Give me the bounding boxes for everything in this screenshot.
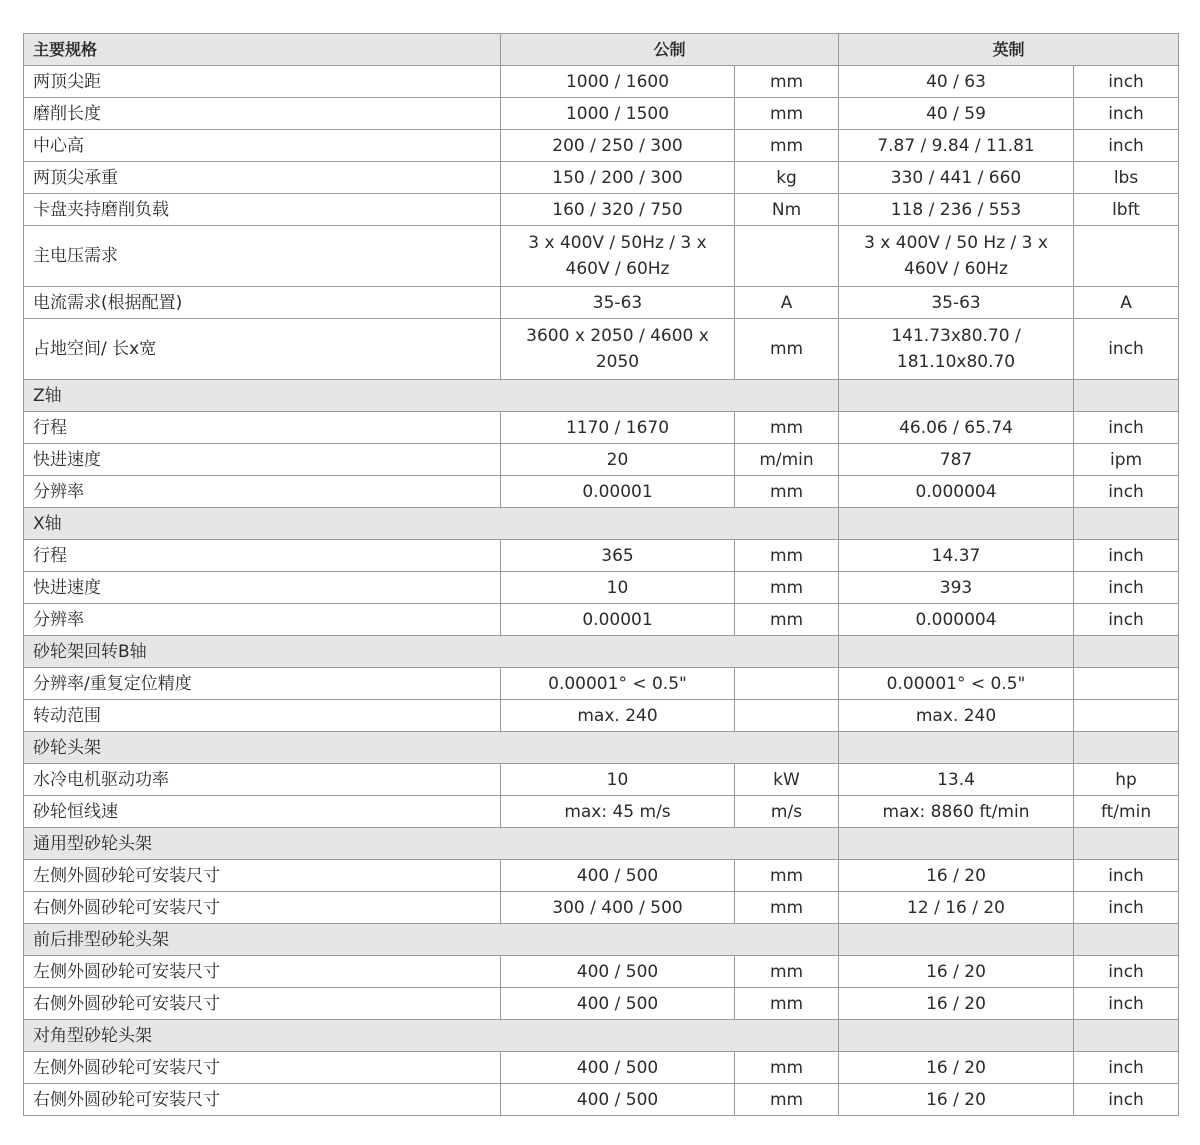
metric-unit: mm [735, 540, 839, 572]
section-spacer [839, 380, 1074, 412]
metric-unit: mm [735, 130, 839, 162]
spec-row [24, 1052, 1179, 1084]
metric-value: 1000 / 1600 [501, 66, 735, 98]
spec-row [24, 860, 1179, 892]
spec-row [24, 956, 1179, 988]
spec-label: 行程 [24, 412, 501, 444]
metric-value: 160 / 320 / 750 [501, 194, 735, 226]
metric-unit: mm [735, 572, 839, 604]
metric-unit: kW [735, 764, 839, 796]
spec-row [24, 66, 1179, 98]
spec-row [24, 572, 1179, 604]
spec-row [24, 194, 1179, 226]
spec-label: 两顶尖距 [24, 66, 501, 98]
metric-unit: kg [735, 162, 839, 194]
metric-unit: mm [735, 988, 839, 1020]
metric-value: 0.00001 [501, 604, 735, 636]
imperial-value: 0.00001° < 0.5" [839, 668, 1074, 700]
imperial-value: 12 / 16 / 20 [839, 892, 1074, 924]
metric-value: 400 / 500 [501, 988, 735, 1020]
metric-value: 1000 / 1500 [501, 98, 735, 130]
metric-value: 3 x 400V / 50Hz / 3 x 460V / 60Hz [501, 226, 735, 287]
imperial-unit: inch [1074, 540, 1179, 572]
metric-unit: m/min [735, 444, 839, 476]
metric-value: 200 / 250 / 300 [501, 130, 735, 162]
spec-table-body [24, 66, 1179, 1116]
imperial-unit: ft/min [1074, 796, 1179, 828]
spec-label: 分辨率 [24, 604, 501, 636]
imperial-unit: inch [1074, 412, 1179, 444]
imperial-unit: A [1074, 287, 1179, 319]
metric-value: 0.00001° < 0.5" [501, 668, 735, 700]
metric-unit: mm [735, 98, 839, 130]
spec-label: 中心高 [24, 130, 501, 162]
imperial-unit: inch [1074, 1084, 1179, 1116]
imperial-unit: ipm [1074, 444, 1179, 476]
spec-label: 右侧外圆砂轮可安装尺寸 [24, 892, 501, 924]
section-spacer [1074, 1020, 1179, 1052]
section-title: 砂轮头架 [24, 732, 839, 764]
imperial-value: max: 8860 ft/min [839, 796, 1074, 828]
imperial-value: 0.000004 [839, 604, 1074, 636]
section-title: X轴 [24, 508, 839, 540]
metric-unit: mm [735, 604, 839, 636]
spec-label: 左侧外圆砂轮可安装尺寸 [24, 956, 501, 988]
imperial-unit: inch [1074, 572, 1179, 604]
section-spacer [1074, 636, 1179, 668]
imperial-value: 40 / 59 [839, 98, 1074, 130]
spec-label: 快进速度 [24, 444, 501, 476]
metric-value: 400 / 500 [501, 860, 735, 892]
metric-value: 10 [501, 764, 735, 796]
metric-value: 400 / 500 [501, 956, 735, 988]
imperial-unit: inch [1074, 476, 1179, 508]
imperial-value: 13.4 [839, 764, 1074, 796]
spec-row [24, 287, 1179, 319]
metric-unit: A [735, 287, 839, 319]
imperial-unit: lbft [1074, 194, 1179, 226]
metric-unit: mm [735, 892, 839, 924]
imperial-value: 0.000004 [839, 476, 1074, 508]
metric-unit: mm [735, 319, 839, 380]
imperial-value: 46.06 / 65.74 [839, 412, 1074, 444]
spec-row [24, 444, 1179, 476]
metric-value: max. 240 [501, 700, 735, 732]
imperial-value: 14.37 [839, 540, 1074, 572]
imperial-value: 16 / 20 [839, 1052, 1074, 1084]
section-spacer [1074, 380, 1179, 412]
imperial-unit: inch [1074, 66, 1179, 98]
metric-value: 35-63 [501, 287, 735, 319]
imperial-unit: lbs [1074, 162, 1179, 194]
spec-row [24, 226, 1179, 287]
imperial-value: 7.87 / 9.84 / 11.81 [839, 130, 1074, 162]
spec-row [24, 412, 1179, 444]
imperial-unit: inch [1074, 604, 1179, 636]
imperial-unit [1074, 226, 1179, 287]
metric-value: 3600 x 2050 / 4600 x 2050 [501, 319, 735, 380]
imperial-unit [1074, 700, 1179, 732]
metric-unit: mm [735, 66, 839, 98]
imperial-value: 40 / 63 [839, 66, 1074, 98]
section-spacer [839, 828, 1074, 860]
metric-unit: mm [735, 956, 839, 988]
spec-label: 分辨率 [24, 476, 501, 508]
spec-row [24, 319, 1179, 380]
spec-label: 卡盘夹持磨削负载 [24, 194, 501, 226]
imperial-value: 16 / 20 [839, 988, 1074, 1020]
section-title: 通用型砂轮头架 [24, 828, 839, 860]
spec-label: 水冷电机驱动功率 [24, 764, 501, 796]
metric-unit: mm [735, 1084, 839, 1116]
metric-unit [735, 700, 839, 732]
metric-value: 400 / 500 [501, 1084, 735, 1116]
header-row [24, 34, 1179, 66]
spec-label: 右侧外圆砂轮可安装尺寸 [24, 988, 501, 1020]
section-title: Z轴 [24, 380, 839, 412]
imperial-value: 35-63 [839, 287, 1074, 319]
metric-unit: m/s [735, 796, 839, 828]
section-spacer [839, 1020, 1074, 1052]
metric-unit: mm [735, 476, 839, 508]
section-row [24, 508, 1179, 540]
section-row [24, 380, 1179, 412]
spec-row [24, 796, 1179, 828]
spec-row [24, 700, 1179, 732]
spec-row [24, 98, 1179, 130]
section-spacer [839, 508, 1074, 540]
spec-row [24, 668, 1179, 700]
spec-row [24, 988, 1179, 1020]
imperial-value: 118 / 236 / 553 [839, 194, 1074, 226]
section-spacer [1074, 508, 1179, 540]
metric-unit: mm [735, 412, 839, 444]
section-title: 砂轮架回转B轴 [24, 636, 839, 668]
metric-value: 1170 / 1670 [501, 412, 735, 444]
imperial-unit: inch [1074, 98, 1179, 130]
section-spacer [1074, 828, 1179, 860]
imperial-unit: inch [1074, 892, 1179, 924]
spec-label: 分辨率/重复定位精度 [24, 668, 501, 700]
imperial-value: 330 / 441 / 660 [839, 162, 1074, 194]
section-spacer [839, 732, 1074, 764]
spec-label: 行程 [24, 540, 501, 572]
spec-label: 左侧外圆砂轮可安装尺寸 [24, 1052, 501, 1084]
spec-table-header [24, 34, 1179, 66]
section-title: 对角型砂轮头架 [24, 1020, 839, 1052]
metric-value: 365 [501, 540, 735, 572]
imperial-value: 787 [839, 444, 1074, 476]
imperial-unit: inch [1074, 130, 1179, 162]
spec-table [23, 33, 1179, 1116]
imperial-value: 16 / 20 [839, 860, 1074, 892]
imperial-unit: inch [1074, 860, 1179, 892]
spec-row [24, 764, 1179, 796]
metric-unit [735, 226, 839, 287]
header-metric: 公制 [501, 34, 839, 66]
spec-label: 占地空间/ 长x宽 [24, 319, 501, 380]
section-spacer [839, 924, 1074, 956]
imperial-value: 16 / 20 [839, 1084, 1074, 1116]
metric-value: 0.00001 [501, 476, 735, 508]
imperial-value: 393 [839, 572, 1074, 604]
spec-label: 磨削长度 [24, 98, 501, 130]
imperial-unit [1074, 668, 1179, 700]
metric-value: max: 45 m/s [501, 796, 735, 828]
spec-row [24, 892, 1179, 924]
spec-label: 左侧外圆砂轮可安装尺寸 [24, 860, 501, 892]
metric-value: 150 / 200 / 300 [501, 162, 735, 194]
section-title: 前后排型砂轮头架 [24, 924, 839, 956]
header-spec: 主要规格 [24, 34, 501, 66]
metric-value: 400 / 500 [501, 1052, 735, 1084]
metric-unit [735, 668, 839, 700]
imperial-unit: hp [1074, 764, 1179, 796]
imperial-value: 141.73x80.70 / 181.10x80.70 [839, 319, 1074, 380]
spec-label: 主电压需求 [24, 226, 501, 287]
spec-label: 转动范围 [24, 700, 501, 732]
spec-label: 砂轮恒线速 [24, 796, 501, 828]
imperial-value: 3 x 400V / 50 Hz / 3 x 460V / 60Hz [839, 226, 1074, 287]
section-spacer [839, 636, 1074, 668]
metric-unit: Nm [735, 194, 839, 226]
spec-row [24, 162, 1179, 194]
spec-row [24, 130, 1179, 162]
section-spacer [1074, 732, 1179, 764]
spec-label: 右侧外圆砂轮可安装尺寸 [24, 1084, 501, 1116]
spec-row [24, 604, 1179, 636]
imperial-value: 16 / 20 [839, 956, 1074, 988]
metric-value: 10 [501, 572, 735, 604]
spec-row [24, 476, 1179, 508]
imperial-unit: inch [1074, 1052, 1179, 1084]
section-row [24, 636, 1179, 668]
section-row [24, 924, 1179, 956]
spec-label: 电流需求(根据配置) [24, 287, 501, 319]
spec-row [24, 540, 1179, 572]
spec-row [24, 1084, 1179, 1116]
metric-value: 300 / 400 / 500 [501, 892, 735, 924]
imperial-unit: inch [1074, 956, 1179, 988]
header-imperial: 英制 [839, 34, 1179, 66]
imperial-value: max. 240 [839, 700, 1074, 732]
metric-unit: mm [735, 860, 839, 892]
metric-unit: mm [735, 1052, 839, 1084]
spec-label: 快进速度 [24, 572, 501, 604]
section-spacer [1074, 924, 1179, 956]
section-row [24, 828, 1179, 860]
section-row [24, 732, 1179, 764]
section-row [24, 1020, 1179, 1052]
metric-value: 20 [501, 444, 735, 476]
imperial-unit: inch [1074, 988, 1179, 1020]
spec-label: 两顶尖承重 [24, 162, 501, 194]
imperial-unit: inch [1074, 319, 1179, 380]
